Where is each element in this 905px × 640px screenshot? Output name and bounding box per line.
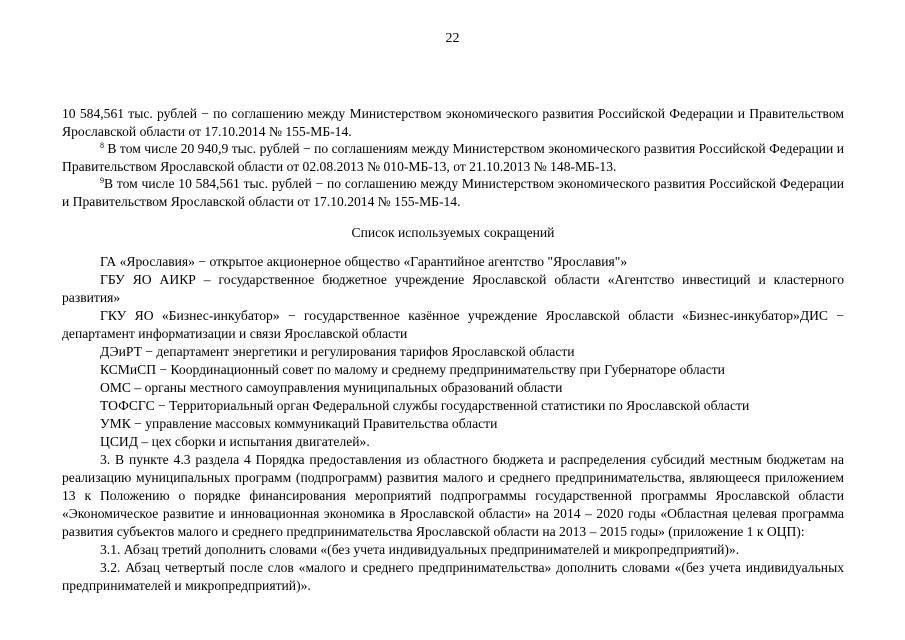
footnote-8 [62, 140, 844, 175]
abbreviation-item: ДЭиРТ − департамент энергетики и регулирования тарифов Ярославской области [100, 344, 575, 359]
abbreviation-item: УМК − управление массовых коммуникаций Правительства области [100, 416, 498, 431]
footnote-8-mark: 8 [100, 141, 104, 150]
abbreviation-item: ГКУ ЯО «Бизнес-инкубатор» − государственное казённое учреждение Ярославской области «Бизнес-инкубатор»ДИС − департамент информатизации и связи Ярославской области [62, 308, 844, 341]
footnotes [62, 105, 844, 210]
paragraph-3-2: 3.2. Абзац четвертый после слов «малого и среднего предпринимательства» дополнить словами «(без учета индивидуальных предпринимателей и микропредприятий)». [62, 560, 844, 593]
footnote-9 [62, 175, 844, 210]
paragraph-3-1: 3.1. Абзац третий дополнить словами «(без учета индивидуальных предпринимателей и микропредприятий)». [100, 542, 740, 557]
footnote-8-text: В том числе 20 940,9 тыс. рублей − по соглашениям между Министерством экономического развития Российской Федерации и Правительством Ярославской области от 02.08.2013 № 010-МБ-13, от 21.10.2013 № 148-МБ-13. [62, 141, 844, 174]
paragraph-3: 3. В пункте 4.3 раздела 4 Порядка предоставления из областного бюджета и распределения субсидий местным бюджетам на реализацию муниципальных программ (подпрограмм) развития малого и среднего предпринимательства, являющееся приложением 13 к Положению о порядке финансирования мероприятий подпрограммы государственной программы Ярославской области «Экономическое развитие и инновационная экономика в Ярославской области» на 2014 – 2020 годы «Областная целевая программа развития субъектов малого и среднего предпринимательства Ярославской области на 2013 – 2015 годы» (приложение 1 к ОЦП): [62, 452, 844, 539]
page-number: 22 [445, 31, 460, 46]
footnote-continuation: 10 584,561 тыс. рублей − по соглашению между Министерством экономического развития Российской Федерации и Правительством Ярославской области от 17.10.2014 № 155-МБ-14. [62, 106, 844, 139]
abbreviation-item: ГА «Ярославия» − открытое акционерное общество «Гарантийное агентство "Ярославия"» [100, 254, 628, 269]
abbreviations-list [62, 253, 844, 451]
abbreviation-item: ЦСИД – цех сборки и испытания двигателей». [100, 434, 370, 449]
abbreviation-item: КСМиСП − Координационный совет по малому и среднему предпринимательству при Губернаторе области [100, 362, 725, 377]
footnote-9-mark: 9 [100, 176, 104, 185]
abbreviation-item: ТОФСГС − Территориальный орган Федеральной службы государственной статистики по Ярославской области [100, 398, 750, 413]
abbreviations-heading: Список используемых сокращений [351, 225, 555, 240]
page-content [62, 105, 844, 595]
abbreviation-item: ГБУ ЯО АИКР – государственное бюджетное учреждение Ярославской области «Агентство инвестиций и кластерного развития» [62, 272, 844, 305]
footnote-9-text: В том числе 10 584,561 тыс. рублей − по соглашению между Министерством экономического развития Российской Федерации и Правительством Ярославской области от 17.10.2014 № 155-МБ-14. [62, 176, 844, 209]
abbreviation-item: ОМС – органы местного самоуправления муниципальных образований области [100, 380, 563, 395]
